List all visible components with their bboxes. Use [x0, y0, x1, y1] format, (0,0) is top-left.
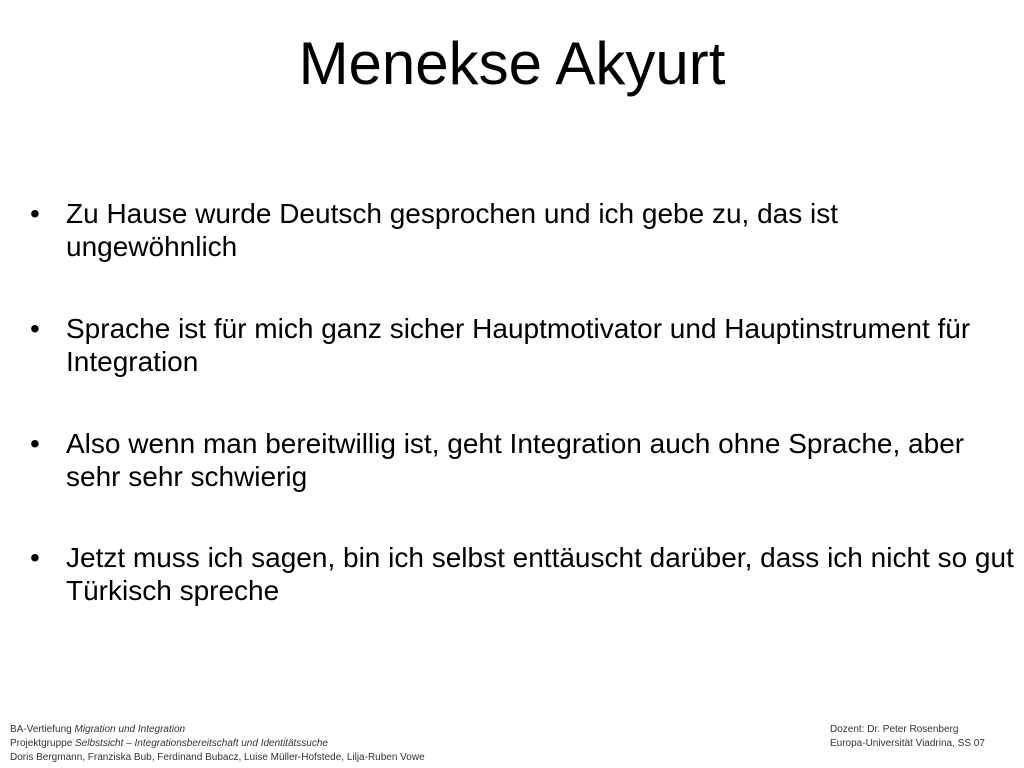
bullet-icon: •	[30, 542, 40, 573]
footer-course-prefix: BA-Vertiefung	[10, 724, 75, 735]
footer-lecturer: Dozent: Dr. Peter Rosenberg	[830, 724, 959, 735]
footer-lecturer-info	[830, 723, 1020, 751]
bullet-icon: •	[30, 313, 40, 344]
footer-course-title: Migration und Integration	[74, 724, 186, 735]
bullet-item	[30, 197, 1015, 263]
slide-title: Menekse Akyurt	[298, 30, 726, 97]
footer-course-info	[10, 723, 570, 765]
bullet-icon: •	[30, 428, 40, 459]
bullet-text: Zu Hause wurde Deutsch gesprochen und ich gebe zu, das ist ungewöhnlich	[66, 198, 839, 262]
footer-project-line	[10, 737, 570, 751]
bullet-icon: •	[30, 198, 40, 229]
footer-course-line	[10, 723, 570, 737]
bullet-text: Also wenn man bereitwillig ist, geht Integration auch ohne Sprache, aber sehr sehr schwierig	[66, 428, 965, 492]
bullet-item	[30, 312, 1015, 378]
footer-authors: Doris Bergmann, Franziska Bub, Ferdinand Bubacz, Luise Müller-Hofstede, Lilja-Ruben Vowe	[10, 752, 425, 763]
bullet-item	[30, 541, 1015, 607]
bullet-text: Jetzt muss ich sagen, bin ich selbst enttäuscht darüber, dass ich nicht so gut Türkisch spreche	[66, 542, 1014, 606]
footer-project-title: Selbstsicht – Integrationsbereitschaft und Identitätssuche	[75, 738, 328, 749]
footer-project-prefix: Projektgruppe	[10, 738, 76, 749]
bullet-text: Sprache ist für mich ganz sicher Hauptmotivator und Hauptinstrument für Integration	[66, 313, 971, 377]
footer-university: Europa-Universität Viadrina, SS 07	[830, 738, 985, 749]
bullet-item	[30, 427, 1015, 493]
